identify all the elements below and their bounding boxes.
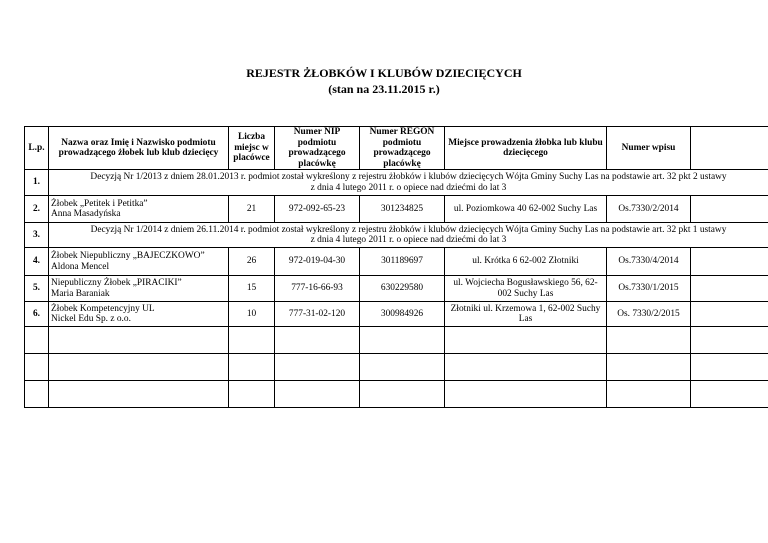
row-number: 2. bbox=[25, 196, 49, 223]
places-count: 21 bbox=[229, 196, 275, 223]
header-nip: Numer NIP podmiotu prowadzącego placówkę bbox=[275, 127, 360, 170]
empty-cell bbox=[691, 302, 768, 327]
empty-row bbox=[25, 327, 768, 354]
regon-number: 630229580 bbox=[360, 276, 445, 302]
empty-row bbox=[25, 381, 768, 408]
facility-name: Niepubliczny Żłobek „PIRACIKI” bbox=[51, 278, 182, 288]
operator-name bbox=[49, 196, 229, 223]
document-title: REJESTR ŻŁOBKÓW I KLUBÓW DZIECIĘCYCH bbox=[246, 66, 522, 80]
table-row bbox=[25, 302, 768, 327]
operator-person: Nickel Edu Sp. z o.o. bbox=[51, 314, 131, 324]
row-number: 4. bbox=[25, 248, 49, 276]
header-location: Miejsce prowadzenia żłobka lub klubu dziecięcego bbox=[445, 127, 607, 170]
operator-name bbox=[49, 302, 229, 327]
document-subtitle: (stan na 23.11.2015 r.) bbox=[328, 82, 440, 96]
places-count: 26 bbox=[229, 248, 275, 276]
location: ul. Krótka 6 62-002 Złotniki bbox=[445, 248, 607, 276]
removal-note-line2: z dnia 4 lutego 2011 r. o opiece nad dziećmi do lat 3 bbox=[310, 182, 507, 193]
empty-cell bbox=[691, 248, 768, 276]
regon-number: 300984926 bbox=[360, 302, 445, 327]
table-row bbox=[25, 223, 768, 248]
row-number: 1. bbox=[25, 170, 49, 196]
nip-number: 972-092-65-23 bbox=[275, 196, 360, 223]
row-number: 6. bbox=[25, 302, 49, 327]
header-regon: Numer REGON podmiotu prowadzącego placówkę bbox=[360, 127, 445, 170]
empty-cell bbox=[691, 196, 768, 223]
removal-note bbox=[49, 223, 768, 248]
removal-note-line1: Decyzją Nr 1/2013 z dniem 28.01.2013 r. podmiot został wykreślony z rejestru żłobków i klubów dziecięcych Wójta Gminy Suchy Las na podstawie art. 32 pkt 2 ustawy bbox=[90, 172, 727, 182]
table-row bbox=[25, 248, 768, 276]
entry-number: Os.7330/2/2014 bbox=[607, 196, 691, 223]
row-number: 3. bbox=[25, 223, 49, 248]
registry-table bbox=[24, 126, 768, 408]
location: ul. Wojciecha Bogusławskiego 56, 62-002 Suchy Las bbox=[445, 276, 607, 302]
entry-number: Os. 7330/2/2015 bbox=[607, 302, 691, 327]
header-lp: L.p. bbox=[25, 127, 49, 170]
entry-number: Os.7330/4/2014 bbox=[607, 248, 691, 276]
location: ul. Poziomkowa 40 62-002 Suchy Las bbox=[445, 196, 607, 223]
table-row bbox=[25, 196, 768, 223]
facility-name: Żłobek „Petitek i Petitka” bbox=[51, 198, 148, 209]
header-name: Nazwa oraz Imię i Nazwisko podmiotu prowadzącego żłobek lub klub dziecięcy bbox=[49, 127, 229, 170]
table-row bbox=[25, 170, 768, 196]
empty-cell bbox=[691, 276, 768, 302]
places-count: 15 bbox=[229, 276, 275, 302]
header-places: Liczba miejsc w placówce bbox=[229, 127, 275, 170]
operator-person: Aldona Mencel bbox=[51, 261, 110, 272]
location: Złotniki ul. Krzemowa 1, 62-002 Suchy Las bbox=[445, 302, 607, 327]
facility-name: Żłobek Niepubliczny „BAJECZKOWO” bbox=[51, 251, 205, 261]
operator-name bbox=[49, 248, 229, 276]
removal-note bbox=[49, 170, 768, 196]
entry-number: Os.7330/1/2015 bbox=[607, 276, 691, 302]
header-entry: Numer wpisu bbox=[607, 127, 691, 170]
table-row bbox=[25, 276, 768, 302]
removal-note-line1: Decyzją Nr 1/2014 z dniem 26.11.2014 r. podmiot został wykreślony z rejestru żłobków i klubów dziecięcych Wójta Gminy Suchy Las na podstawie art. 32 pkt 1 ustawy bbox=[90, 224, 727, 235]
facility-name: Żłobek Kompetencyjny UL bbox=[51, 303, 155, 314]
nip-number: 972-019-04-30 bbox=[275, 248, 360, 276]
nip-number: 777-16-66-93 bbox=[275, 276, 360, 302]
header-spacer bbox=[691, 127, 768, 170]
removal-note-line2: z dnia 4 lutego 2011 r. o opiece nad dziećmi do lat 3 bbox=[310, 235, 507, 245]
operator-name bbox=[49, 276, 229, 302]
places-count: 10 bbox=[229, 302, 275, 327]
regon-number: 301189697 bbox=[360, 248, 445, 276]
row-number: 5. bbox=[25, 276, 49, 302]
nip-number: 777-31-02-120 bbox=[275, 302, 360, 327]
operator-person: Anna Masadyńska bbox=[51, 209, 121, 219]
regon-number: 301234825 bbox=[360, 196, 445, 223]
operator-person: Maria Baraniak bbox=[51, 288, 110, 299]
header-row bbox=[25, 127, 768, 170]
empty-row bbox=[25, 354, 768, 381]
